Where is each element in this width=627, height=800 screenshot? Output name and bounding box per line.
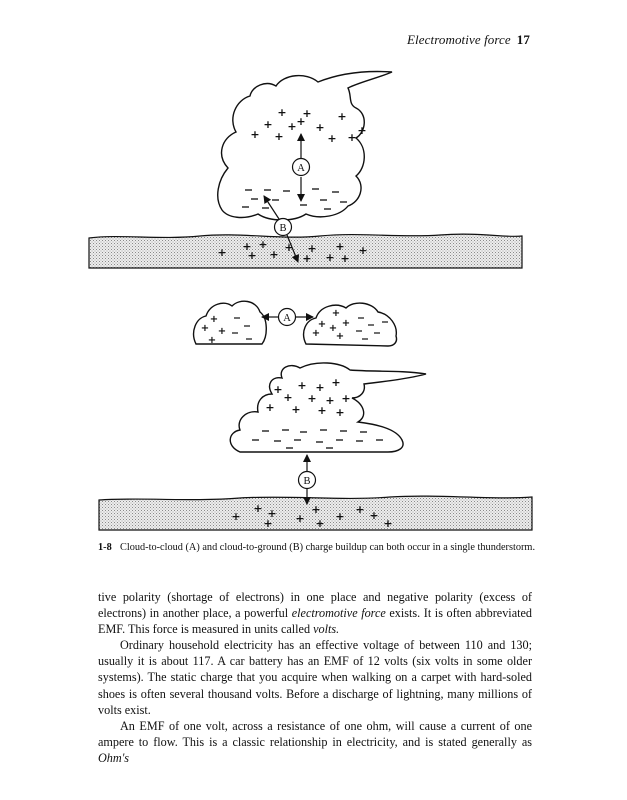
body-text: [98, 589, 532, 766]
paragraph-1: [98, 589, 532, 637]
svg-text:+: +: [357, 124, 367, 137]
paragraph-2: Ordinary household electricity has an effective voltage of between 110 and 130; usually it is about 117. A car battery has an EMF of 12 volts (six volts in some older systems). The static charge that you acquire when walking on a carpet with hard-soled shoes is often several thousand volts. Before a discharge of lightning, many millions of volts exist.: [98, 638, 532, 717]
paragraph-3: [98, 718, 532, 766]
svg-text:+: +: [253, 502, 263, 515]
bottom-label-b: B: [303, 476, 311, 487]
svg-text:+: +: [369, 509, 379, 522]
svg-text:+: +: [273, 383, 283, 396]
svg-text:+: +: [347, 131, 357, 144]
svg-text:+: +: [217, 326, 227, 337]
svg-text:+: +: [383, 517, 393, 530]
svg-text:+: +: [335, 240, 345, 253]
svg-text:+: +: [307, 392, 317, 405]
svg-text:+: +: [315, 517, 325, 530]
svg-text:+: +: [209, 314, 219, 325]
svg-text:+: +: [317, 404, 327, 417]
svg-text:+: +: [311, 503, 321, 516]
svg-text:+: +: [307, 242, 317, 255]
svg-text:+: +: [207, 335, 217, 346]
svg-text:+: +: [335, 406, 345, 419]
svg-text:+: +: [277, 106, 287, 119]
svg-text:+: +: [283, 391, 293, 404]
svg-text:+: +: [311, 328, 321, 339]
svg-text:+: +: [258, 238, 268, 251]
svg-text:+: +: [217, 246, 227, 259]
p1-text-2: exists. It is often abbreviated EMF. This force is measured in units called: [98, 606, 532, 637]
svg-text:+: +: [327, 132, 337, 145]
svg-text:+: +: [331, 376, 341, 389]
top-label-b: B: [279, 223, 287, 234]
caption-text: Cloud-to-cloud (A) and cloud-to-ground (B) charge buildup can both occur in a single thunderstorm.: [120, 542, 536, 553]
svg-text:+: +: [267, 507, 277, 520]
svg-text:+: +: [325, 251, 335, 264]
svg-text:+: +: [358, 244, 368, 257]
svg-text:+: +: [325, 394, 335, 407]
svg-text:+: +: [274, 130, 284, 143]
svg-text:+: +: [335, 510, 345, 523]
svg-text:+: +: [291, 403, 301, 416]
svg-text:+: +: [315, 121, 325, 134]
top-thundercloud: [218, 71, 392, 220]
p1-emphasis-2: volts.: [313, 622, 340, 637]
svg-text:+: +: [250, 128, 260, 141]
svg-text:+: +: [341, 318, 351, 329]
svg-text:+: +: [317, 319, 327, 330]
svg-text:+: +: [337, 110, 347, 123]
p3-text-1: An EMF of one volt, across a resistance of one ohm, will cause a current of one ampere to flow. This is a classic relationship in electricity, and is stated generally as: [98, 718, 532, 749]
svg-text:+: +: [200, 323, 210, 334]
svg-text:+: +: [302, 252, 312, 265]
svg-text:+: +: [287, 120, 297, 133]
top-label-a: A: [297, 163, 305, 174]
svg-text:+: +: [296, 115, 306, 128]
svg-text:+: +: [295, 512, 305, 525]
svg-text:+: +: [263, 517, 273, 530]
svg-text:+: +: [315, 381, 325, 394]
svg-text:+: +: [302, 107, 312, 120]
svg-text:+: +: [263, 118, 273, 131]
svg-text:+: +: [247, 249, 257, 262]
svg-text:+: +: [231, 510, 241, 523]
page-number: 17: [516, 32, 530, 47]
svg-text:+: +: [341, 392, 351, 405]
svg-text:+: +: [284, 241, 294, 254]
bottom-anvil-cloud: [230, 363, 426, 452]
svg-text:+: +: [328, 323, 338, 334]
p1-text-1: tive polarity (shortage of electrons) in one place and negative polarity (excess of electrons) in another place, a powerful: [98, 590, 532, 621]
middle-label-a: A: [283, 313, 291, 324]
svg-text:+: +: [355, 503, 365, 516]
p1-emphasis-1: electromotive force: [291, 606, 386, 621]
svg-text:+: +: [265, 401, 275, 414]
svg-text:+: +: [340, 252, 350, 265]
caption-number: 1-8: [98, 542, 112, 553]
running-head-title: Electromotive force: [406, 32, 511, 47]
svg-text:+: +: [269, 248, 279, 261]
svg-text:+: +: [331, 308, 341, 319]
figure-caption: [98, 541, 538, 554]
svg-text:+: +: [335, 331, 345, 342]
p3-emphasis-1: Ohm's: [98, 750, 130, 765]
svg-text:+: +: [242, 240, 252, 253]
svg-text:+: +: [297, 379, 307, 392]
